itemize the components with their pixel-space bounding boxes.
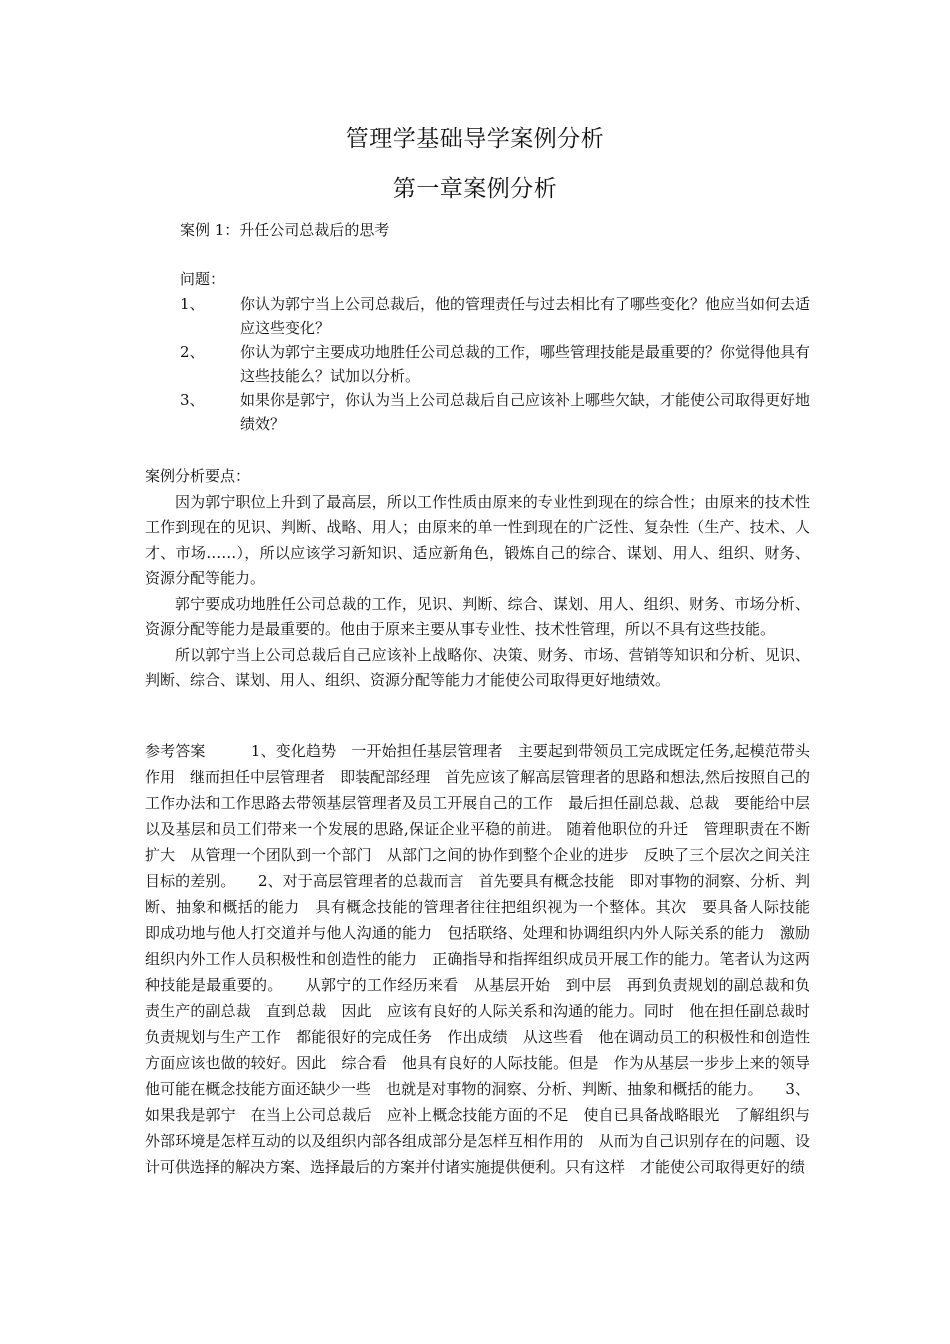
chapter-title: 第一章案例分析 (392, 176, 558, 202)
question-item (180, 388, 810, 436)
case-label: 案例 1：升任公司总裁后的思考 (180, 221, 390, 239)
question-number: 1、 (180, 295, 205, 313)
question-item (180, 340, 810, 388)
reference-answer-section (145, 738, 826, 1180)
question-item (180, 292, 810, 340)
question-text: 你认为郭宁主要成功地胜任公司总裁的工作，哪些管理技能是最重要的？你觉得他具有这些技能么？试加以分析。 (240, 343, 811, 385)
question-number: 2、 (180, 343, 205, 361)
analysis-paragraph: 所以郭宁当上公司总裁后自己应该补上战略你、决策、财务、市场、营销等知识和分析、见识、判断、综合、谋划、用人、组织、资源分配等能力才能使公司取得更好地绩效。 (145, 645, 810, 689)
analysis-paragraph: 因为郭宁职位上升到了最高层，所以工作性质由原来的专业性到现在的综合性；由原来的技术性工作到现在的见识、判断、战略、用人；由原来的单一性到现在的广泛性、复杂性（生产、技术、人才、市场……），所以应该学习新知识、适应新角色，锻炼自己的综合、谋划、用人、组织、财务、资源分配等能力。 (145, 492, 810, 587)
analysis-section (145, 464, 810, 694)
questions-heading: 问题： (180, 270, 226, 288)
question-number: 3、 (180, 391, 205, 409)
reference-answer-text: 参考答案 1、变化趋势 一开始担任基层管理者 主要起到带领员工完成既定任务,起模范带头作用 继而担任中层管理者 即装配部经理 首先应该了解高层管理者的思路和想法,然后按照自己的工作办法和工作思路去带领基层管理者及员工开展自己的工作 最后担任副总裁、总裁 要能给中层以及基层和员工们带来一个发展的思路,保证企业平稳的前进。 随着他职位的升迁 管理职责在不断扩大 从管理一个团队到一个部门 从部门之间的协作到整个企业的进步 反映了三个层次之间关注目标的差别。 2、对于高层管理者的总裁而言 首先要具有概念技能 即对事物的洞察、分析、判断、抽象和概括的能力 具有概念技能的管理者往往把组织视为一个整体。其次 要具备人际技能 即成功地与他人打交道并与他人沟通的能力 包括联络、处理和协调组织内外人际关系的能力 激励组织内外工作人员积极性和创造性的能力 正确指导和指挥组织成员开展工作的能力。笔者认为这两种技能是最重要的。 从郭宁的工作经历来看 从基层开始 到中层 再到负责规划的副总裁和负责生产的副总裁 直到总裁 因此 应该有良好的人际关系和沟通的能力。同时 他在担任副总裁时 负责规划与生产工作 都能很好的完成任务 作出成绩 从这些看 他在调动员工的积极性和创造性方面应该也做的较好。因此 综合看 他具有良好的人际技能。但是 作为从基层一步步上来的领导 他可能在概念技能方面还缺少一些 也就是对事物的洞察、分析、判断、抽象和概括的能力。 3、如果我是郭宁 在当上公司总裁后 应补上概念技能方面的不足 使自已具备战略眼光 了解组织与外部环境是怎样互动的以及组织内部各组成部分是怎样互相作用的 从而为自己识别存在的问题、设计可供选择的解决方案、选择最后的方案并付诸实施提供便利。只有这样 才能使公司取得更好的绩 (145, 742, 826, 1176)
question-text: 你认为郭宁当上公司总裁后，他的管理责任与过去相比有了哪些变化？他应当如何去适应这些变化？ (240, 295, 811, 337)
question-text: 如果你是郭宁，你认为当上公司总裁后自己应该补上哪些欠缺，才能使公司取得更好地绩效？ (240, 391, 811, 433)
document-title: 管理学基础导学案例分析 (345, 126, 605, 152)
question-list (180, 292, 810, 436)
analysis-paragraph: 郭宁要成功地胜任公司总裁的工作，见识、判断、综合、谋划、用人、组织、财务、市场分析、资源分配等能力是最重要的。他由于原来主要从事专业性、技术性管理，所以不具有这些技能。 (145, 594, 810, 638)
analysis-heading: 案例分析要点： (145, 467, 251, 485)
